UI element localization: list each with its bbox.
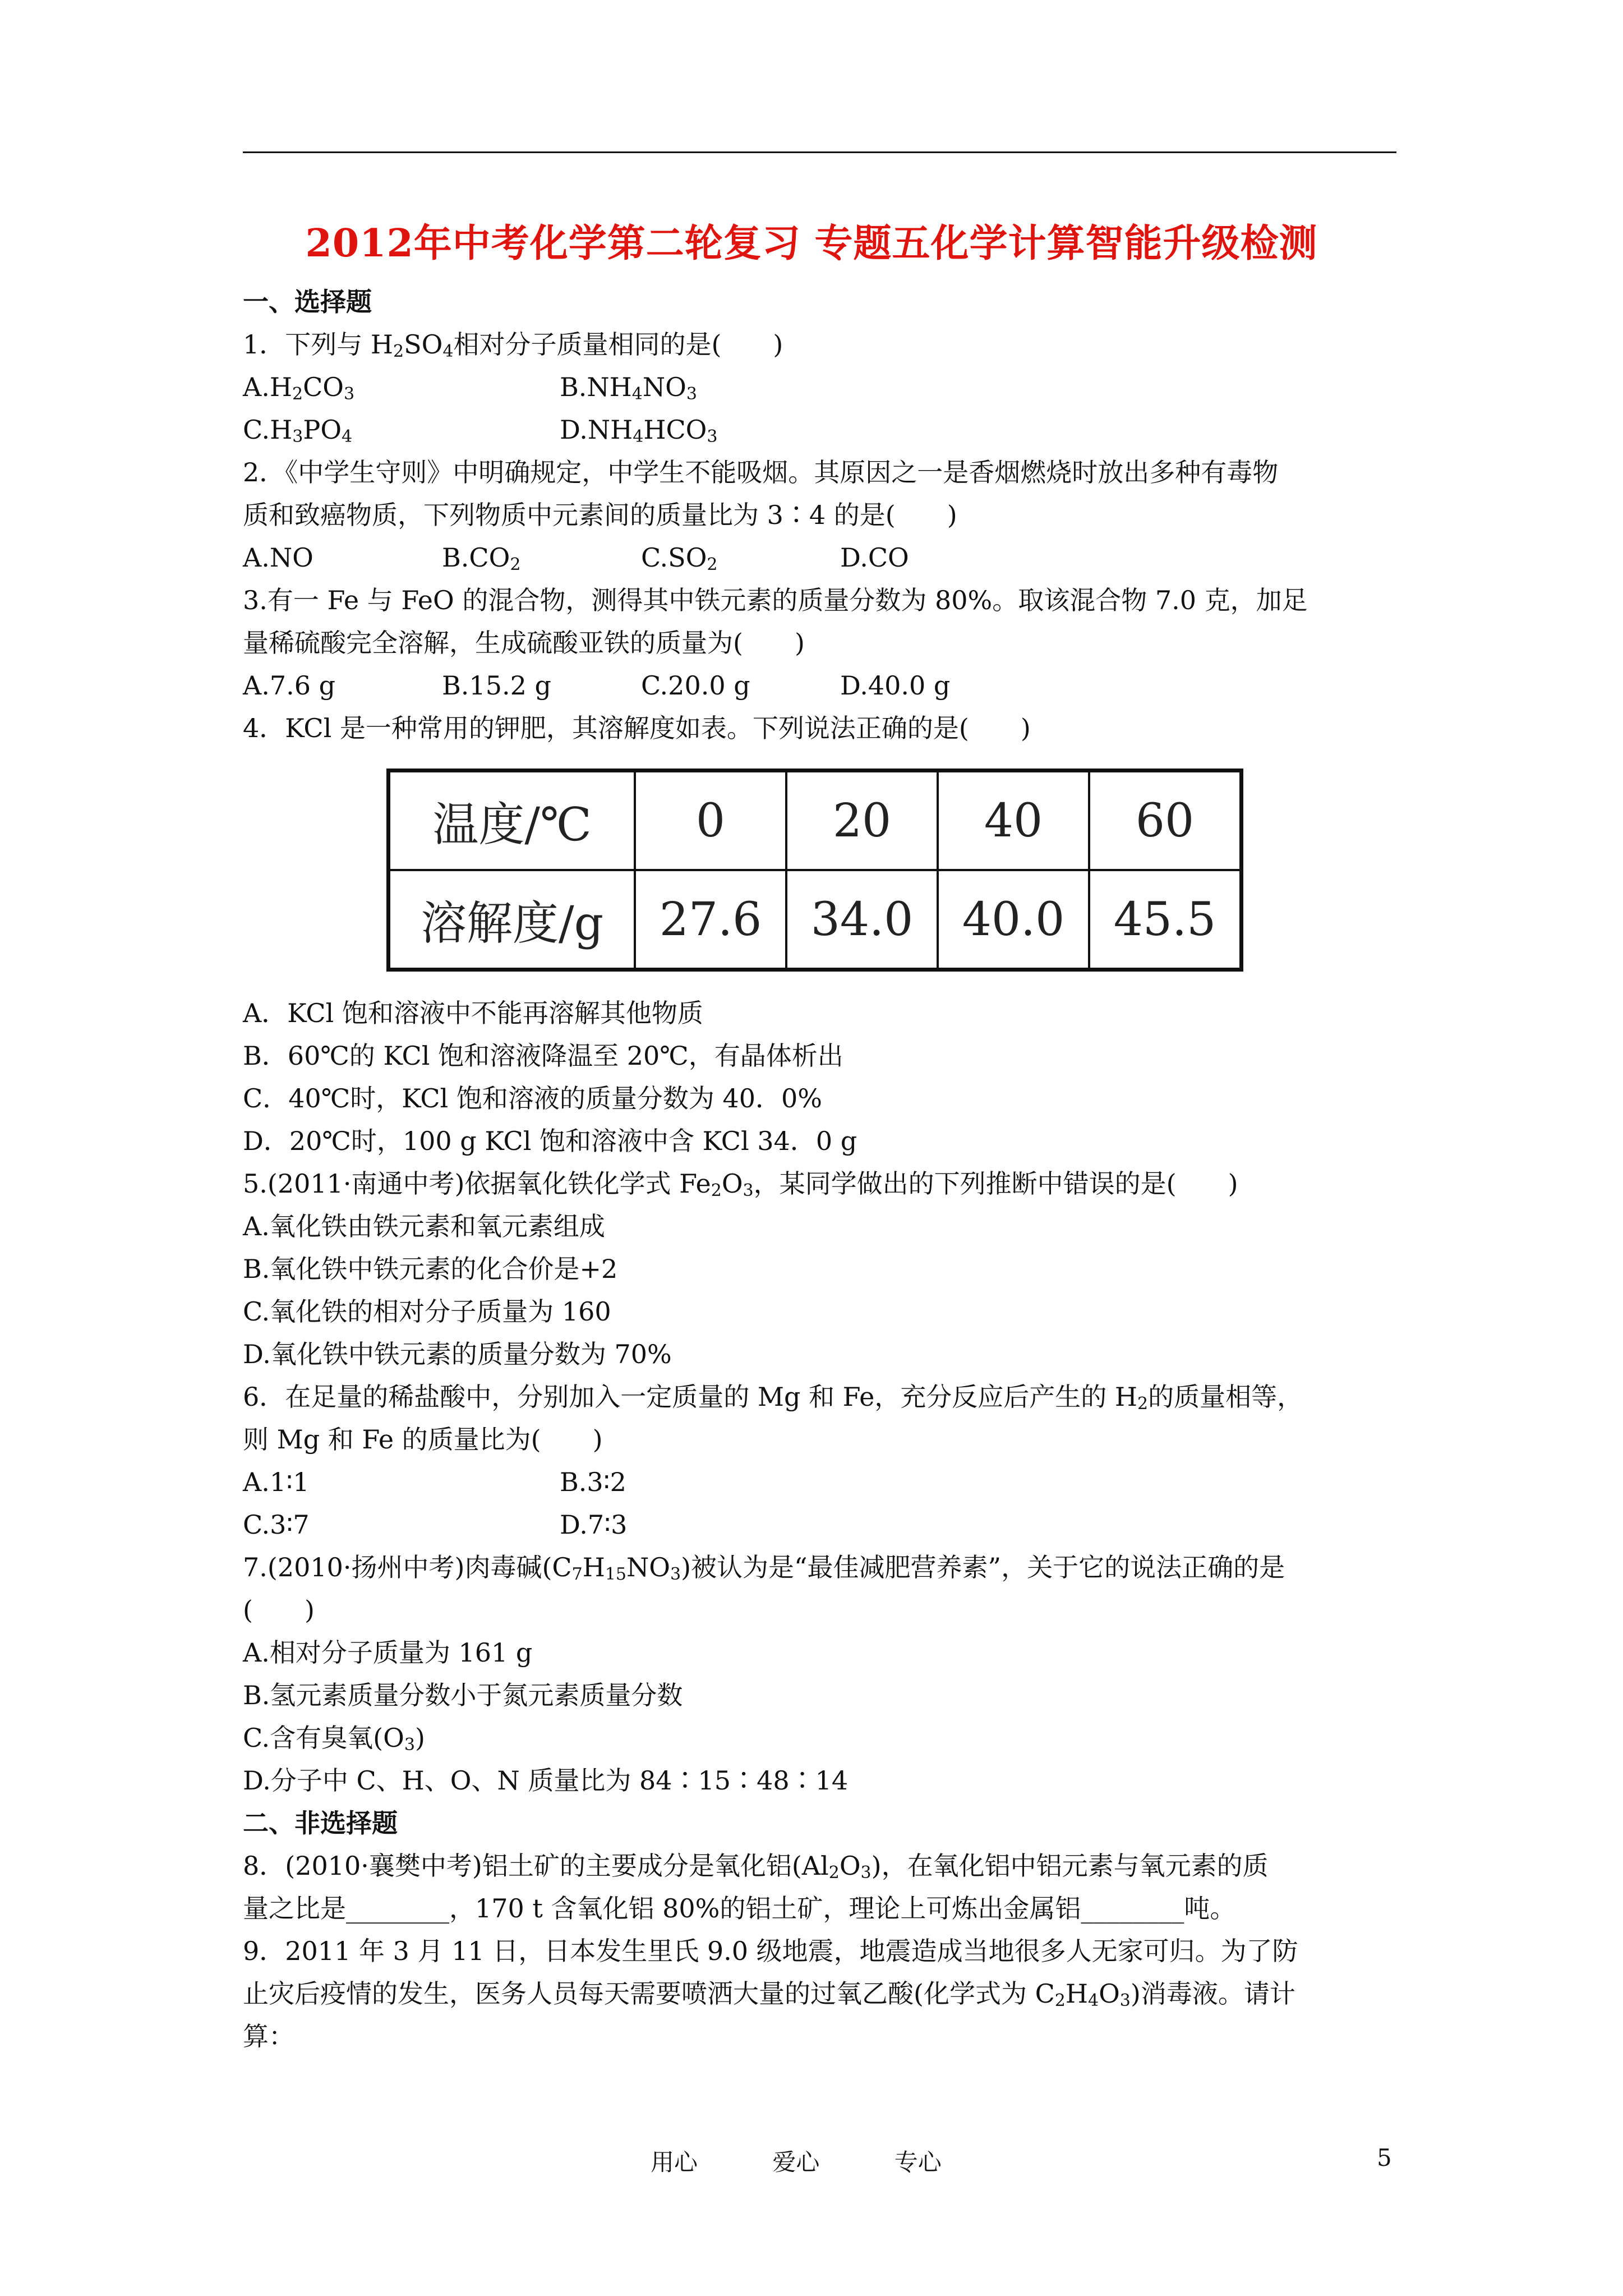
footer-motto xyxy=(651,2144,1009,2178)
option-b: B．60℃的 KCl 饱和溶液降温至 20℃，有晶体析出 xyxy=(243,1041,843,1071)
question-4-stem: 4．KCl 是一种常用的钾肥，其溶解度如表。下列说法正确的是( ) xyxy=(243,713,1031,743)
table-header-cell: 温度/℃ xyxy=(389,771,635,871)
footer-word: 用心 xyxy=(651,2148,698,2176)
option-a: A.1∶1 xyxy=(243,1467,310,1497)
footer-word: 爱心 xyxy=(772,2148,820,2176)
question-1-options-ab xyxy=(243,366,1404,408)
question-7-line-1: 7.(2010·扬州中考)肉毒碱$(C_7H_{15}NO_3)$被认为是“最佳减肥营养素”，关于它的说法正确的是 xyxy=(243,1552,1285,1584)
option-a: A.7.6 g xyxy=(243,670,336,701)
option-d: D.分子中 C、H、O、N 质量比为 84∶15∶48∶14 xyxy=(243,1765,849,1796)
question-1: 1．下列与 $H_2SO_4$相对分子质量相同的是( ) xyxy=(243,329,783,361)
option-a: A.氧化铁由铁元素和氧元素组成 xyxy=(243,1211,605,1241)
option-a: A.NO xyxy=(243,542,313,573)
table-cell: 60 xyxy=(1089,771,1242,871)
page-number: 5 xyxy=(1377,2144,1392,2171)
option-d: D.7∶3 xyxy=(560,1510,628,1540)
option-a: A．KCl 饱和溶液中不能再溶解其他物质 xyxy=(243,998,703,1028)
option-c: C.20.0 g xyxy=(641,670,750,701)
solubility-table xyxy=(386,769,1243,972)
question-5-stem: 5.(2011·南通中考)依据氧化铁化学式 $Fe_2O_3$，某同学做出的下列推断中错误的是( ) xyxy=(243,1168,1238,1200)
option-c: C.3∶7 xyxy=(243,1510,310,1540)
question-2-options xyxy=(243,536,1404,579)
question-9-line-2: 止灾后疫情的发生，医务人员每天需要喷洒大量的过氧乙酸(化学式为 $C_2H_4O_3$)消毒液。请计 xyxy=(243,1978,1295,2010)
question-6-options-cd xyxy=(243,1503,1404,1546)
option-b: B.氢元素质量分数小于氮元素质量分数 xyxy=(243,1680,683,1710)
table-cell: 40 xyxy=(938,771,1089,871)
option-d: D.氧化铁中铁元素的质量分数为 70% xyxy=(243,1339,672,1369)
table-row xyxy=(389,771,1242,871)
option-b: $B.CO_2$ xyxy=(442,542,521,574)
table-cell: 45.5 xyxy=(1089,870,1242,970)
table-cell: 40.0 xyxy=(938,870,1089,970)
table-header-cell: 溶解度/g xyxy=(389,870,635,970)
option-d: $D.NH_4HCO_3$ xyxy=(560,415,718,447)
table-cell: 20 xyxy=(786,771,938,871)
question-2-line-2: 质和致癌物质，下列物质中元素间的质量比为 3∶4 的是( ) xyxy=(243,500,957,530)
question-9-line-3: 算： xyxy=(243,2021,294,2051)
option-a: $A.H_2CO_3$ xyxy=(243,372,355,404)
option-b: B.15.2 g xyxy=(442,670,551,701)
option-a: A.相对分子质量为 161 g xyxy=(243,1637,533,1668)
option-c: $C.SO_2$ xyxy=(641,542,718,574)
question-6-options-ab xyxy=(243,1461,1404,1503)
document-body xyxy=(243,280,1404,2058)
option-c: C.氧化铁的相对分子质量为 160 xyxy=(243,1296,611,1327)
option-b: $B.NH_4NO_3$ xyxy=(560,372,697,404)
question-9-line-1: 9．2011 年 3 月 11 日，日本发生里氏 9.0 级地震，地震造成当地很多人无家可归。为了防 xyxy=(243,1936,1298,1966)
question-3-line-1: 3.有一 Fe 与 FeO 的混合物，测得其中铁元素的质量分数为 80%。取该混合物 7.0 克，加足 xyxy=(243,585,1308,615)
footer-word: 专心 xyxy=(894,2148,942,2176)
option-b: B.氧化铁中铁元素的化合价是+2 xyxy=(243,1254,618,1284)
page-title: 2012年中考化学第二轮复习 专题五化学计算智能升级检测 xyxy=(305,221,1318,266)
question-8-line-1: 8．(2010·襄樊中考)铝土矿的主要成分是氧化铝$(Al_2O_3)$，在氧化铝中铝元素与氧元素的质 xyxy=(243,1851,1269,1883)
question-6-line-2: 则 Mg 和 Fe 的质量比为( ) xyxy=(243,1424,603,1455)
section-heading-choice: 一、选择题 xyxy=(243,287,372,317)
question-2-line-1: 2．《中学生守则》中明确规定，中学生不能吸烟。其原因之一是香烟燃烧时放出多种有毒物 xyxy=(243,457,1279,487)
solubility-table-wrapper xyxy=(243,749,1404,992)
table-row xyxy=(389,870,1242,970)
question-7-line-2: ( ) xyxy=(243,1595,315,1625)
option-d: D.40.0 g xyxy=(840,670,951,701)
section-heading-nonchoice: 二、非选择题 xyxy=(243,1808,398,1838)
question-3-line-2: 量稀硫酸完全溶解，生成硫酸亚铁的质量为( ) xyxy=(243,628,805,658)
table-cell: 34.0 xyxy=(786,870,938,970)
option-c: C.含有臭氧$(O_3)$ xyxy=(243,1723,425,1755)
table-cell: 27.6 xyxy=(635,870,786,970)
question-1-options-cd xyxy=(243,408,1404,451)
table-cell: 0 xyxy=(635,771,786,871)
option-c: C．40℃时，KCl 饱和溶液的质量分数为 40．0% xyxy=(243,1083,822,1114)
option-c: $C.H_3PO_4$ xyxy=(243,415,353,447)
question-8-line-2: 量之比是________，170 t 含氧化铝 80%的铝土矿，理论上可炼出金属铝________吨。 xyxy=(243,1893,1236,1924)
option-d: D.CO xyxy=(840,542,909,573)
option-b: B.3∶2 xyxy=(560,1467,626,1497)
header-rule xyxy=(243,151,1396,153)
question-6-line-1: 6．在足量的稀盐酸中，分别加入一定质量的 Mg 和 Fe，充分反应后产生的 $H_2$的质量相等， xyxy=(243,1382,1303,1414)
option-d: D．20℃时，100 g KCl 饱和溶液中含 KCl 34．0 g xyxy=(243,1126,857,1156)
question-3-options xyxy=(243,664,1404,707)
